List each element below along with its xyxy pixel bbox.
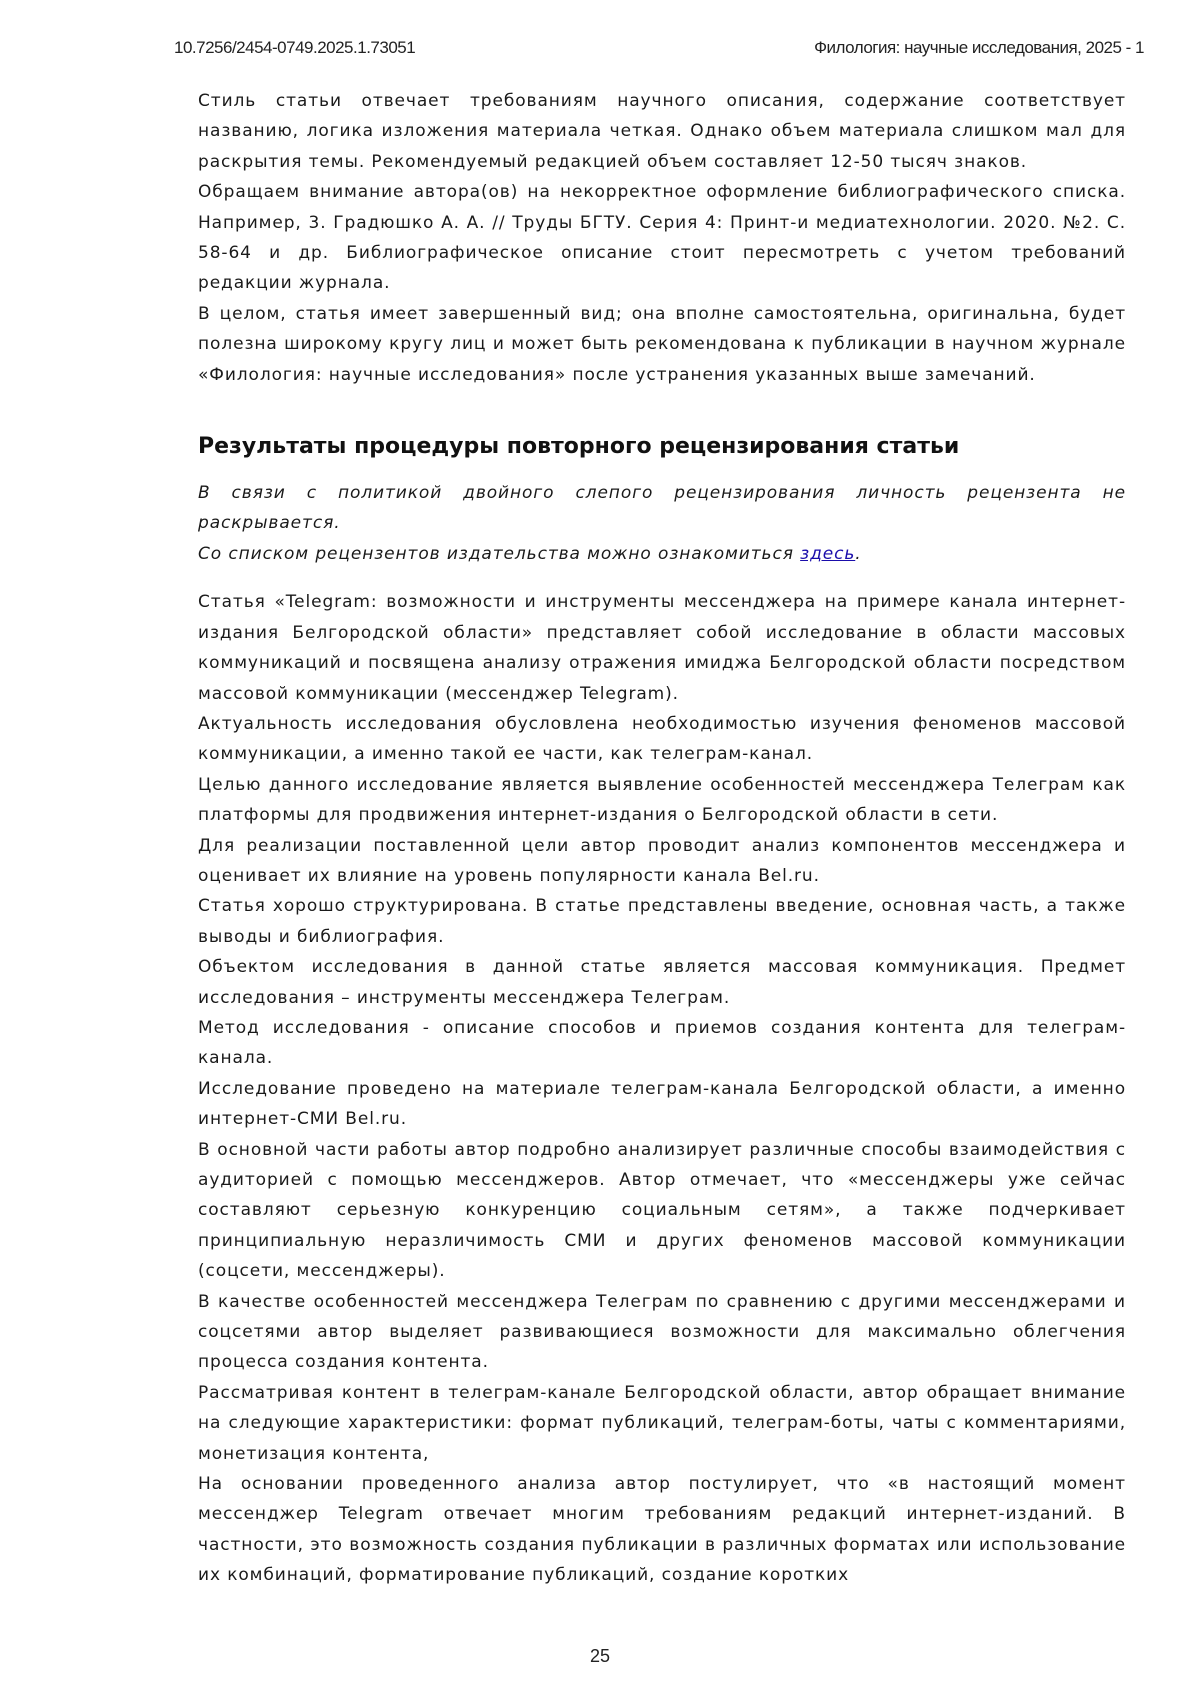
notice-suffix: . xyxy=(855,544,861,564)
paragraph: Обращаем внимание автора(ов) на некорректное оформление библиографического списка. Например, 3. Градюшко А. А. // Труды БГТУ. Серия 4: Принт-и медиатехнологии. 2020. №2. С. 58-64 и др. Библиографическое описание стоит пересмотреть с учетом требований редакции журнала. xyxy=(198,177,1126,299)
paragraph: Статья «Telegram: возможности и инструменты мессенджера на примере канала интернет-издания Белгородской области» представляет собой исследование в области массовых коммуникаций и посвящена анализу отражения имиджа Белгородской области посредством массовой коммуникации (мессенджер Telegram). xyxy=(198,587,1126,709)
section-title: Результаты процедуры повторного рецензирования статьи xyxy=(198,432,1126,462)
page-number: 25 xyxy=(0,1646,1200,1667)
paragraph: Метод исследования - описание способов и приемов создания контента для телеграм-канала. xyxy=(198,1013,1126,1074)
notice-prefix: Со списком рецензентов издательства можно ознакомиться xyxy=(198,544,800,564)
doi-label: 10.7256/2454-0749.2025.1.73051 xyxy=(174,38,415,58)
reviewers-link[interactable]: здесь xyxy=(800,544,855,564)
paragraph: Стиль статьи отвечает требованиям научного описания, содержание соответствует названию, логика изложения материала четкая. Однако объем материала слишком мал для раскрытия темы. Рекомендуемый редакцией объем составляет 12-50 тысяч знаков. xyxy=(198,86,1126,177)
notice-line xyxy=(198,539,1126,569)
notice-line: В связи с политикой двойного слепого рецензирования личность рецензента не раскрывается. xyxy=(198,478,1126,539)
review-notice xyxy=(198,478,1126,569)
paragraph: В качестве особенностей мессенджера Телеграм по сравнению с другими мессенджерами и соцсетями автор выделяет развивающиеся возможности для максимально облегчения процесса создания контента. xyxy=(198,1287,1126,1378)
paragraph: Целью данного исследование является выявление особенностей мессенджера Телеграм как платформы для продвижения интернет-издания о Белгородской области в сети. xyxy=(198,770,1126,831)
paragraph: Рассматривая контент в телеграм-канале Белгородской области, автор обращает внимание на следующие характеристики: формат публикаций, телеграм-боты, чаты с комментариями, монетизация контента, xyxy=(198,1378,1126,1469)
paragraph: Объектом исследования в данной статье является массовая коммуникация. Предмет исследования – инструменты мессенджера Телеграм. xyxy=(198,952,1126,1013)
review-section xyxy=(198,587,1126,1590)
paragraph: Исследование проведено на материале телеграм-канала Белгородской области, а именно интернет-СМИ Bel.ru. xyxy=(198,1074,1126,1135)
article-body xyxy=(198,86,1126,1591)
paragraph: В основной части работы автор подробно анализирует различные способы взаимодействия с аудиторией с помощью мессенджеров. Автор отмечает, что «мессенджеры уже сейчас составляют серьезную конкуренцию социальным сетям», а также подчеркивает принципиальную неразличимость СМИ и других феноменов массовой коммуникации (соцсети, мессенджеры). xyxy=(198,1135,1126,1287)
paragraph: В целом, статья имеет завершенный вид; она вполне самостоятельна, оригинальна, будет полезна широкому кругу лиц и может быть рекомендована к публикации в научном журнале «Филология: научные исследования» после устранения указанных выше замечаний. xyxy=(198,299,1126,390)
paragraph: На основании проведенного анализа автор постулирует, что «в настоящий момент мессенджер Telegram отвечает многим требованиям редакций интернет-изданий. В частности, это возможность создания публикации в различных форматах или использование их комбинаций, форматирование публикаций, создание коротких xyxy=(198,1469,1126,1591)
paragraph: Для реализации поставленной цели автор проводит анализ компонентов мессенджера и оценивает их влияние на уровень популярности канала Bel.ru. xyxy=(198,831,1126,892)
paragraph: Актуальность исследования обусловлена необходимостью изучения феноменов массовой коммуникации, а именно такой ее части, как телеграм-канал. xyxy=(198,709,1126,770)
journal-running-title: Филология: научные исследования, 2025 - 1 xyxy=(814,38,1144,58)
paragraph: Статья хорошо структурирована. В статье представлены введение, основная часть, а также выводы и библиография. xyxy=(198,891,1126,952)
intro-section xyxy=(198,86,1126,390)
